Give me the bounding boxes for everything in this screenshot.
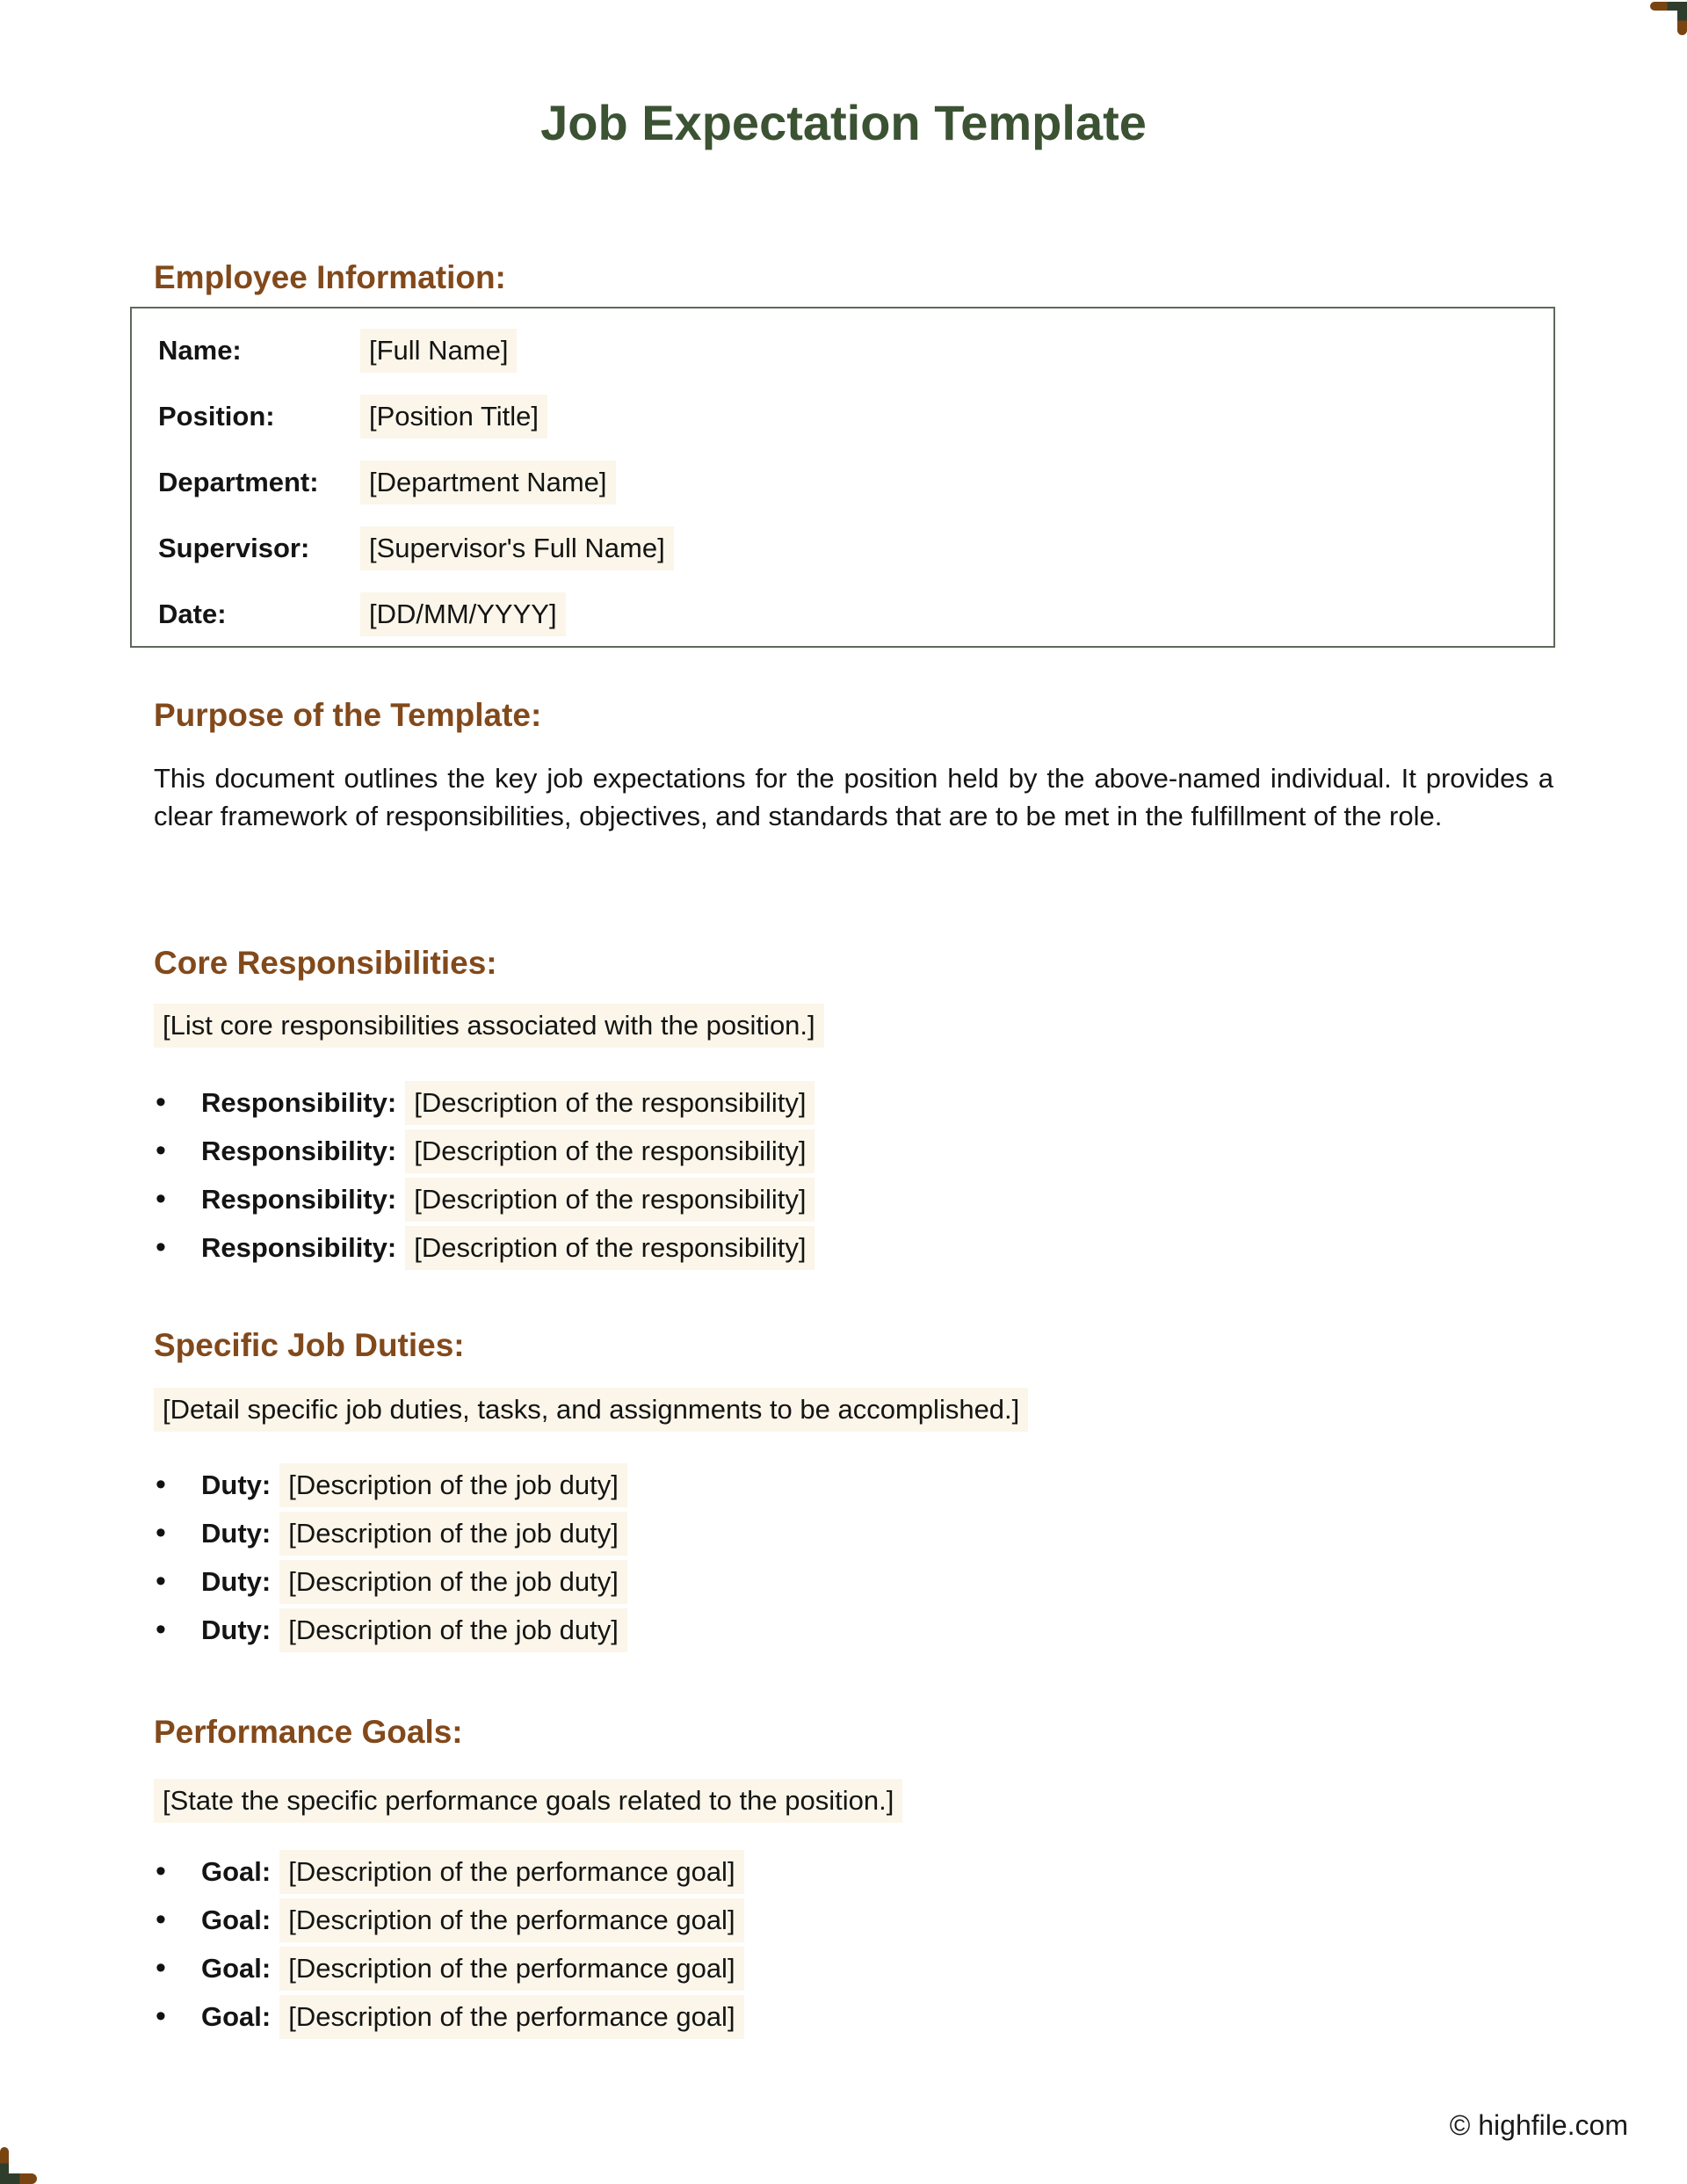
field-value-date-placeholder: [DD/MM/YYYY] bbox=[360, 592, 566, 636]
bullet-placeholder: [Description of the job duty] bbox=[279, 1608, 627, 1652]
field-label-position: Position: bbox=[158, 400, 275, 432]
list-item bbox=[154, 1899, 744, 1941]
bullet-placeholder: [Description of the responsibility] bbox=[405, 1226, 815, 1270]
intro-placeholder: [List core responsibilities associated with the position.] bbox=[154, 1004, 824, 1048]
list-item bbox=[154, 1851, 744, 1892]
bullet-label: • Duty: bbox=[201, 1565, 272, 1597]
bullet-label: • Responsibility: bbox=[201, 1086, 397, 1118]
list-item bbox=[154, 1513, 627, 1554]
bullet-placeholder: [Description of the performance goal] bbox=[279, 1947, 743, 1991]
performance-goals-heading: Performance Goals: bbox=[154, 1714, 463, 1750]
list-item bbox=[154, 1082, 815, 1123]
corner-bracket-bottom-left-horizontal bbox=[0, 2173, 37, 2184]
table-row bbox=[132, 317, 1553, 383]
employee-info-heading: Employee Information: bbox=[154, 259, 506, 295]
bullet-label: • Responsibility: bbox=[201, 1231, 397, 1263]
bullet-placeholder: [Description of the job duty] bbox=[279, 1560, 627, 1604]
purpose-paragraph: This document outlines the key job expectations for the position held by the above-named individual. It provides a clear framework of responsibilities, objectives, and standards that are to be met in the fulfillment of the role. bbox=[154, 763, 1553, 831]
employee-info-table bbox=[130, 307, 1555, 648]
page-title: Job Expectation Template bbox=[540, 95, 1147, 150]
footer-credit: © highfile.com bbox=[1449, 2109, 1628, 2141]
table-row bbox=[132, 449, 1553, 515]
core-responsibilities-heading: Core Responsibilities: bbox=[154, 945, 497, 981]
purpose-heading: Purpose of the Template: bbox=[154, 697, 542, 733]
bullet-label: • Responsibility: bbox=[201, 1183, 397, 1215]
field-value-supervisor-placeholder: [Supervisor's Full Name] bbox=[360, 526, 674, 570]
field-value-name-placeholder: [Full Name] bbox=[360, 329, 517, 373]
list-item bbox=[154, 1948, 744, 1989]
bullet-label: • Duty: bbox=[201, 1517, 272, 1549]
bullet-placeholder: [Description of the responsibility] bbox=[405, 1081, 815, 1125]
bullet-placeholder: [Description of the responsibility] bbox=[405, 1178, 815, 1222]
bullet-placeholder: [Description of the performance goal] bbox=[279, 1850, 743, 1894]
list-item bbox=[154, 1996, 744, 2037]
list-item bbox=[154, 1130, 815, 1172]
table-row bbox=[132, 581, 1553, 647]
field-value-department-placeholder: [Department Name] bbox=[360, 461, 616, 504]
intro-placeholder: [State the specific performance goals related to the position.] bbox=[154, 1779, 902, 1823]
table-row bbox=[132, 515, 1553, 581]
intro-placeholder: [Detail specific job duties, tasks, and assignments to be accomplished.] bbox=[154, 1388, 1028, 1432]
field-label-date: Date: bbox=[158, 598, 227, 629]
specific-job-duties-heading: Specific Job Duties: bbox=[154, 1327, 465, 1363]
field-label-department: Department: bbox=[158, 466, 319, 497]
bullet-placeholder: [Description of the job duty] bbox=[279, 1512, 627, 1556]
specific-job-duties-intro bbox=[154, 1389, 1028, 1430]
bullet-label: • Goal: bbox=[201, 1904, 272, 1935]
core-responsibilities-intro bbox=[154, 1005, 824, 1046]
field-label-name: Name: bbox=[158, 334, 242, 366]
bullet-label: • Duty: bbox=[201, 1614, 272, 1645]
list-item bbox=[154, 1227, 815, 1268]
bullet-label: • Duty: bbox=[201, 1469, 272, 1500]
field-label-supervisor: Supervisor: bbox=[158, 532, 310, 563]
bullet-label: • Goal: bbox=[201, 1952, 272, 1984]
list-item bbox=[154, 1179, 815, 1220]
bullet-placeholder: [Description of the job duty] bbox=[279, 1463, 627, 1507]
list-item bbox=[154, 1609, 627, 1651]
bullet-placeholder: [Description of the performance goal] bbox=[279, 1995, 743, 2039]
bullet-label: • Goal: bbox=[201, 2000, 272, 2032]
bullet-placeholder: [Description of the performance goal] bbox=[279, 1898, 743, 1942]
corner-bracket-top-right-vertical bbox=[1677, 2, 1687, 35]
list-item bbox=[154, 1464, 627, 1506]
bullet-label: • Responsibility: bbox=[201, 1135, 397, 1166]
list-item bbox=[154, 1561, 627, 1602]
bullet-label: • Goal: bbox=[201, 1855, 272, 1887]
performance-goals-intro bbox=[154, 1780, 902, 1821]
field-value-position-placeholder: [Position Title] bbox=[360, 395, 547, 439]
table-row bbox=[132, 383, 1553, 449]
bullet-placeholder: [Description of the responsibility] bbox=[405, 1129, 815, 1173]
